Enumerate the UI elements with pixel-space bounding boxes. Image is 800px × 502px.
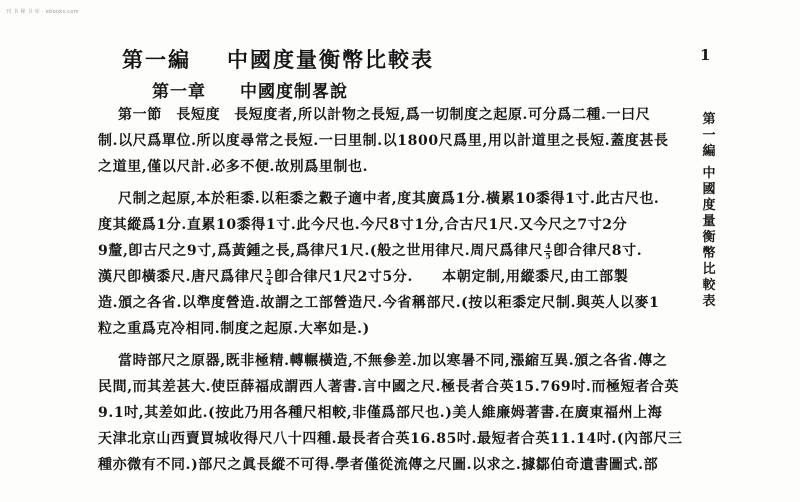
side-part: 第一編 bbox=[702, 112, 716, 159]
text-line: 造.頒之各省.以準度營造.故謂之工部營造尺.今省稱部尺.(按以秬黍定尺制.與英人以麥1 bbox=[98, 295, 660, 311]
side-running-header bbox=[700, 112, 718, 310]
text-line: 民間,而其差甚大.使臣薛福成謂西人著書.言中國之尺.極長者合英15.769吋.而極短者合英 bbox=[98, 379, 679, 395]
text-line: 粒之重爲克冷相同.制度之起原.大率如是.) bbox=[98, 321, 370, 337]
fraction: $\frac{5}{4}$ bbox=[266, 266, 273, 287]
fraction: $\frac{4}{5}$ bbox=[545, 240, 552, 261]
chapter-title bbox=[152, 77, 348, 102]
text-line: 度其縱爲1分.直累10黍得1寸.此今尺也.今尺8寸1分,合古尺1尺.又今尺之7寸2分 bbox=[98, 217, 628, 233]
paragraph-2 bbox=[98, 186, 694, 342]
text-line: 漢尺卽橫黍尺.唐尺爲律尺 $\frac{5}{4}$ 卽合律尺1尺2寸5分. 本朝定制,用縱黍尺,由工部製 bbox=[98, 266, 629, 287]
text-line: 天津北京山西賣買城收得尺八十四種.最長者合英16.85吋.最短者合英11.14吋.(內部尺三 bbox=[98, 431, 683, 447]
watermark: 刊 书 秘 书 库 · ebooks.com bbox=[6, 9, 79, 15]
text-line: 尺制之起原,本於秬黍.以秬黍之縠子適中者,度其廣爲1分.橫累10黍得1寸.此古尺也. bbox=[118, 191, 660, 207]
text-line: 當時部尺之原器,既非極精.轉輾橫造,不無參差.加以寒暑不同,漲縮互異.頒之各省.傳之 bbox=[118, 353, 668, 369]
chapter-number: 第一章 bbox=[152, 82, 206, 102]
section-1-paragraph bbox=[98, 102, 694, 180]
section-heading: 第一節 長短度 bbox=[118, 107, 221, 123]
text-line: 9.1吋,其差如此.(按此乃用各種尺相較,非僅爲部尺也.)美人維廉姆著書.在廣東福州上海 bbox=[98, 405, 663, 421]
part-title bbox=[122, 44, 434, 74]
text-line: 第一節 長短度 長短度者,所以計物之長短,爲一切制度之起原.可分爲二種.一曰尺 bbox=[98, 102, 694, 128]
body-text bbox=[98, 102, 694, 484]
text-line: 之道里,僅以尺計.必多不便.故別爲里制也. bbox=[98, 159, 369, 175]
chapter-name: 中國度制畧說 bbox=[240, 82, 348, 102]
text-line: 9釐,卽古尺之9寸,爲黃鍾之長,爲律尺1尺.(般之世用律尺.周尺爲律尺 $\frac{4}{5}$ 卽合律尺8寸. bbox=[98, 240, 643, 261]
part-name: 中國度量衡幣比較表 bbox=[227, 47, 434, 72]
page-number: 1 bbox=[700, 46, 711, 64]
paragraph-3 bbox=[98, 348, 694, 478]
part-number: 第一編 bbox=[122, 47, 191, 72]
side-name: 中國度量衡幣比較表 bbox=[702, 166, 716, 309]
text-line: 制.以尺爲單位.所以度尋常之長短.一曰里制.以1800尺爲里,用以計道里之長短.蓋度甚長 bbox=[98, 133, 669, 149]
text-line: 種亦微有不同.)部尺之眞長縱不可得.學者僅從流傳之尺圖.以求之.據鄒伯奇遺書圖式.部 bbox=[98, 457, 659, 473]
